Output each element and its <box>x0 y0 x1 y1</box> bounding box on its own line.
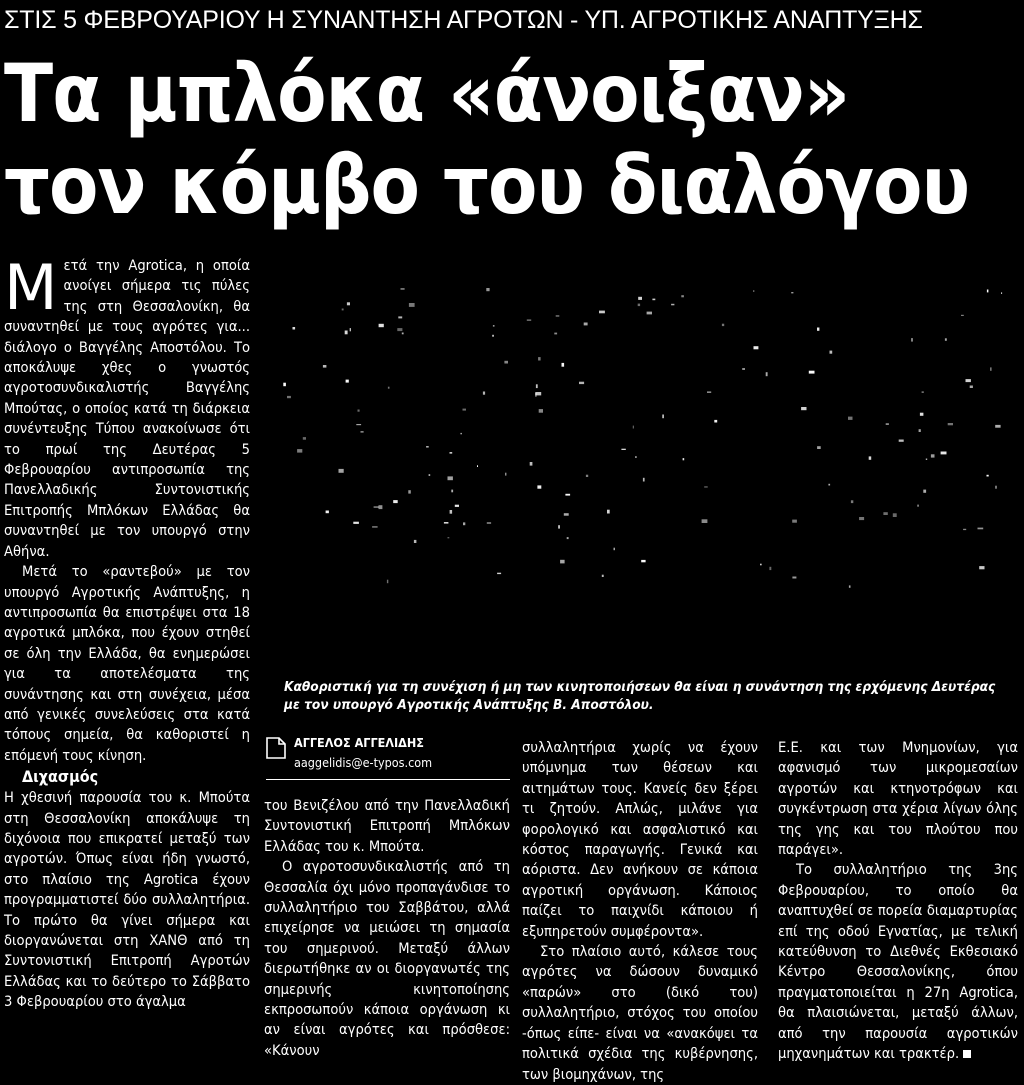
headline-line-2: τον κόμβο του διαλόγου <box>4 139 970 232</box>
author-email[interactable]: aaggelidis@e-typos.com <box>294 755 433 770</box>
paragraph-text: Το συλλαλητήριο της 3ης Φεβρουαρίου, το οποίο θα αναπτυχθεί σε πορεία διαμαρτυρίας επί της οδού Εγνατίας, με τελική κατεύθυνση το Διεθνές Εκθεσιακό Κέντρο Θεσσαλονίκης, όπου πραγματοποιείται η 27η Agrotica, θα πλαισιώνεται, μεταξύ άλλων, από την παρουσία αγροτικών μηχανημάτων και τρακτέρ. <box>778 861 1018 1063</box>
lead-paragraph <box>4 251 250 562</box>
subheading: Διχασμός <box>22 767 99 787</box>
paragraph: συλλαλητήρια χωρίς να έχουν υπόμνημα των θέσεων και αιτημάτων τους. Κανείς δεν ξέρει τι ζητούν. Απλώς, μιλάνε για φορολογικό και ασφαλιστικό και κόστος παραγωγής. Γενικά και αόριστα. Δεν ανήκουν σε κάποια αγροτική οργάνωση. Κάποιος παίζει το παιχνίδι κάποιου ή εξυπηρετούν συμφέροντα». <box>522 739 758 940</box>
author-name: ΑΓΓΕΛΟΣ ΑΓΓΕΛΙΔΗΣ <box>294 735 424 750</box>
paragraph: Η χθεσινή παρουσία του κ. Μπούτα στη Θεσσαλονίκη αποκάλυψε τη διχόνοια που επικρατεί μεταξύ των αγροτών. Όπως είναι ήδη γνωστό, στο πλαίσιο της Agrotica έχουν προγραμματιστεί δύο συλλαλητήρια. Το πρώτο θα γίνει σήμερα και διοργανώνεται στη ΧΑΝΘ από τη Συντονιστική Επιτροπή Αγροτών Ελλάδας και το δεύτερο το Σάββατο 3 Φεβρουαρίου στο άγαλμα <box>4 789 250 1011</box>
paragraph <box>778 860 1018 1064</box>
article-column-1 <box>4 251 250 1013</box>
kicker: ΣΤΙΣ 5 ΦΕΒΡΟΥΑΡΙΟΥ Η ΣΥΝΑΝΤΗΣΗ ΑΓΡΟΤΩΝ - ΥΠ. ΑΓΡΟΤΙΚΗΣ ΑΝΑΠΤΥΞΗΣ <box>4 6 923 34</box>
drop-cap: Μ <box>4 251 58 324</box>
article-photo <box>262 258 1024 674</box>
paragraph: Στο πλαίσιο αυτό, κάλεσε τους αγρότες να δώσουν δυναμικό «παρών» στο (δικό του) συλλαλητήριο, στόχος του οποίου -όπως είπε- είναι να «ανακόψει τα πολιτικά σχέδια της κυβέρνησης, των βιομηχάνων, της <box>522 943 758 1083</box>
article-column-3 <box>522 738 758 1085</box>
byline <box>266 733 510 785</box>
lead-text: ετά την Agrotica, η οποία ανοίγει σήμερα τις πύλες της στη Θεσσαλονίκη, θα συναντηθεί με τους αγρότες για... διάλογο ο Βαγγέλης Αποστόλου. Το αποκάλυψε χθες ο γνωστός αγροτοσυνδικαλιστής Βαγγέλης Μπούτας, ο οποίος κατά τη διάρκεια συνέντευξης Τύπου ανακοίνωσε ότι το πρωί της Δευτέρας 5 Φεβρουαρίου αντιπροσωπία της Πανελλαδικής Συντονιστικής Επιτροπής Μπλόκων Ελλάδας θα συναντηθεί με τον υπουργό στην Αθήνα. <box>4 257 250 560</box>
end-mark <box>963 1050 971 1058</box>
photo-image <box>262 258 1024 674</box>
headline-line-1: Τα μπλόκα «άνοιξαν» <box>4 47 850 140</box>
article-column-2 <box>264 796 510 1061</box>
photo-caption: Καθοριστική για τη συνέχιση ή μη των κινητοποιήσεων θα είναι η συνάντηση της ερχόμενης Δευτέρας με τον υπουργό Αγροτικής Ανάπτυξης Β. Αποστόλου. <box>284 679 996 713</box>
byline-divider <box>266 779 510 780</box>
article-column-4 <box>778 738 1018 1065</box>
document-icon <box>266 737 286 763</box>
paragraph: Ε.Ε. και των Μνημονίων, για αφανισμό των μικρομεσαίων αγροτών και κτηνοτρόφων και συγκέντρωση στα χέρια λίγων όλης της γης και του πλούτου που παράγει». <box>778 739 1018 859</box>
paragraph: Μετά το «ραντεβού» με τον υπουργό Αγροτικής Ανάπτυξης, η αντιπροσωπία θα επιστρέψει στα 18 αγροτικά μπλόκα, που έχουν στηθεί σε όλη την Ελλάδα, θα ενημερώσει για τα αποτελέσματα της συνάντησης και στη συνέχεια, μέσα από γενικές συνελεύσεις στα κατά τόπους σημεία, θα καθοριστεί η επόμενή τους κίνηση. <box>4 563 250 764</box>
paragraph: του Βενιζέλου από την Πανελλαδική Συντονιστική Επιτροπή Μπλόκων Ελλάδας του κ. Μπούτα. <box>264 797 510 855</box>
paragraph: Ο αγροτοσυνδικαλιστής από τη Θεσσαλία όχι μόνο προπαγάνδισε το συλλαλητήριο του Σαββάτου, αλλά επιχείρησε να μειώσει τη σημασία του σημερινού. Μεταξύ άλλων διερωτήθηκε αν οι διοργανωτές της σημερινής κινητοποίησης εκπροσωπούν κάποια οργάνωση κι αν είναι αγρότες και πρόσθεσε: «Κάνουν <box>264 858 510 1059</box>
